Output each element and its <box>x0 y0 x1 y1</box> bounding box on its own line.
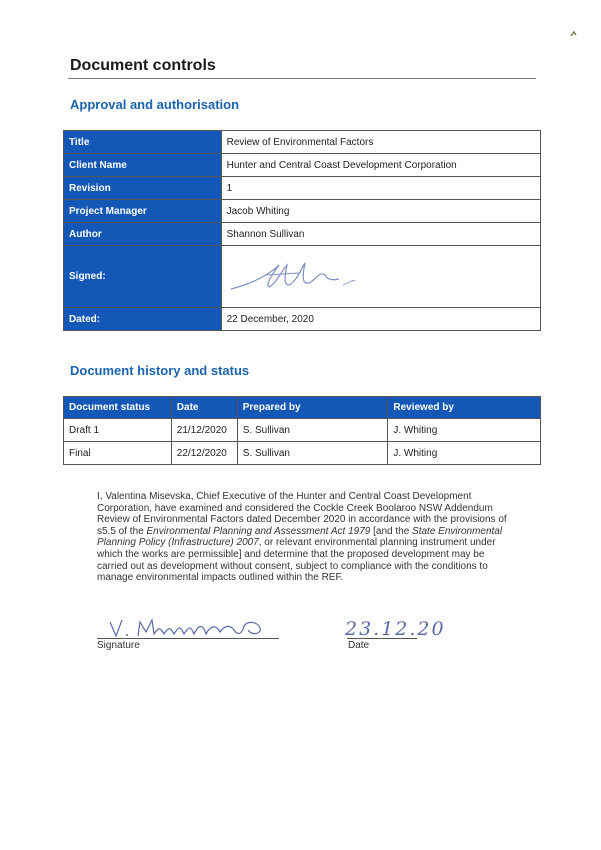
status-cell: Draft 1 <box>64 419 172 442</box>
date-cell: 21/12/2020 <box>171 419 237 442</box>
table-row <box>64 308 541 331</box>
declaration-text-2: [and the <box>370 525 413 537</box>
author-signature <box>227 255 367 295</box>
title-value: Review of Environmental Factors <box>221 131 540 154</box>
author-signature-cell <box>221 246 540 308</box>
history-table <box>63 396 541 465</box>
col-header-date: Date <box>171 397 237 419</box>
project-manager-value: Jacob Whiting <box>221 200 540 223</box>
col-header-reviewed-by: Reviewed by <box>388 397 541 419</box>
date-line <box>347 638 417 639</box>
declaration-paragraph <box>97 491 507 584</box>
history-heading: Document history and status <box>70 363 250 378</box>
declaration-text-3: , or relevant environmental planning instrument under which the works are permissible] and determine that the proposed development may be carried out as development without consent, subject to compliance with the conditions to manage environmental impacts outlined within the REF. <box>97 537 496 584</box>
table-row <box>64 246 541 308</box>
client-name-value: Hunter and Central Coast Development Corporation <box>221 154 540 177</box>
table-row <box>64 131 541 154</box>
revision-value: 1 <box>221 177 540 200</box>
ceo-signature <box>106 614 276 640</box>
title-divider <box>68 78 536 79</box>
col-header-prepared-by: Prepared by <box>237 397 388 419</box>
prepared-by-cell: S. Sullivan <box>237 442 388 465</box>
table-row <box>64 154 541 177</box>
handwritten-date: 23.12.20 <box>345 618 446 640</box>
table-header-row <box>64 397 541 419</box>
revision-label: Revision <box>64 177 222 200</box>
date-cell: 22/12/2020 <box>171 442 237 465</box>
declaration-text-1: I, Valentina Misevska, Chief Executive of the Hunter and Central Coast Development Corporation, have examined and considered the Cockle Creek Boolaroo NSW Addendum Review of Environmental Factors dated December 2020 in accordance with the provisions of s5.5 of the <box>97 491 507 537</box>
table-row <box>64 223 541 246</box>
approval-heading: Approval and authorisation <box>70 97 240 112</box>
approval-table <box>63 130 541 331</box>
table-row <box>64 442 541 465</box>
date-label: Date <box>348 640 370 651</box>
dated-label: Dated: <box>64 308 222 331</box>
table-row <box>64 177 541 200</box>
signature-label: Signature <box>97 640 140 651</box>
client-name-label: Client Name <box>64 154 222 177</box>
signed-label: Signed: <box>64 246 222 308</box>
table-row <box>64 419 541 442</box>
table-row <box>64 200 541 223</box>
reviewed-by-cell: J. Whiting <box>388 442 541 465</box>
author-value: Shannon Sullivan <box>221 223 540 246</box>
declaration-act-2: State Environmental Planning Policy (Infrastructure) 2007 <box>97 525 503 549</box>
col-header-status: Document status <box>64 397 172 419</box>
status-cell: Final <box>64 442 172 465</box>
reviewed-by-cell: J. Whiting <box>388 419 541 442</box>
project-manager-label: Project Manager <box>64 200 222 223</box>
dated-value: 22 December, 2020 <box>221 308 540 331</box>
declaration-act-1: Environmental Planning and Assessment Act 1979 <box>146 525 371 537</box>
prepared-by-cell: S. Sullivan <box>237 419 388 442</box>
author-label: Author <box>64 223 222 246</box>
scan-mark <box>570 30 578 38</box>
title-label: Title <box>64 131 222 154</box>
page-title: Document controls <box>70 57 216 74</box>
signature-line <box>97 638 279 639</box>
